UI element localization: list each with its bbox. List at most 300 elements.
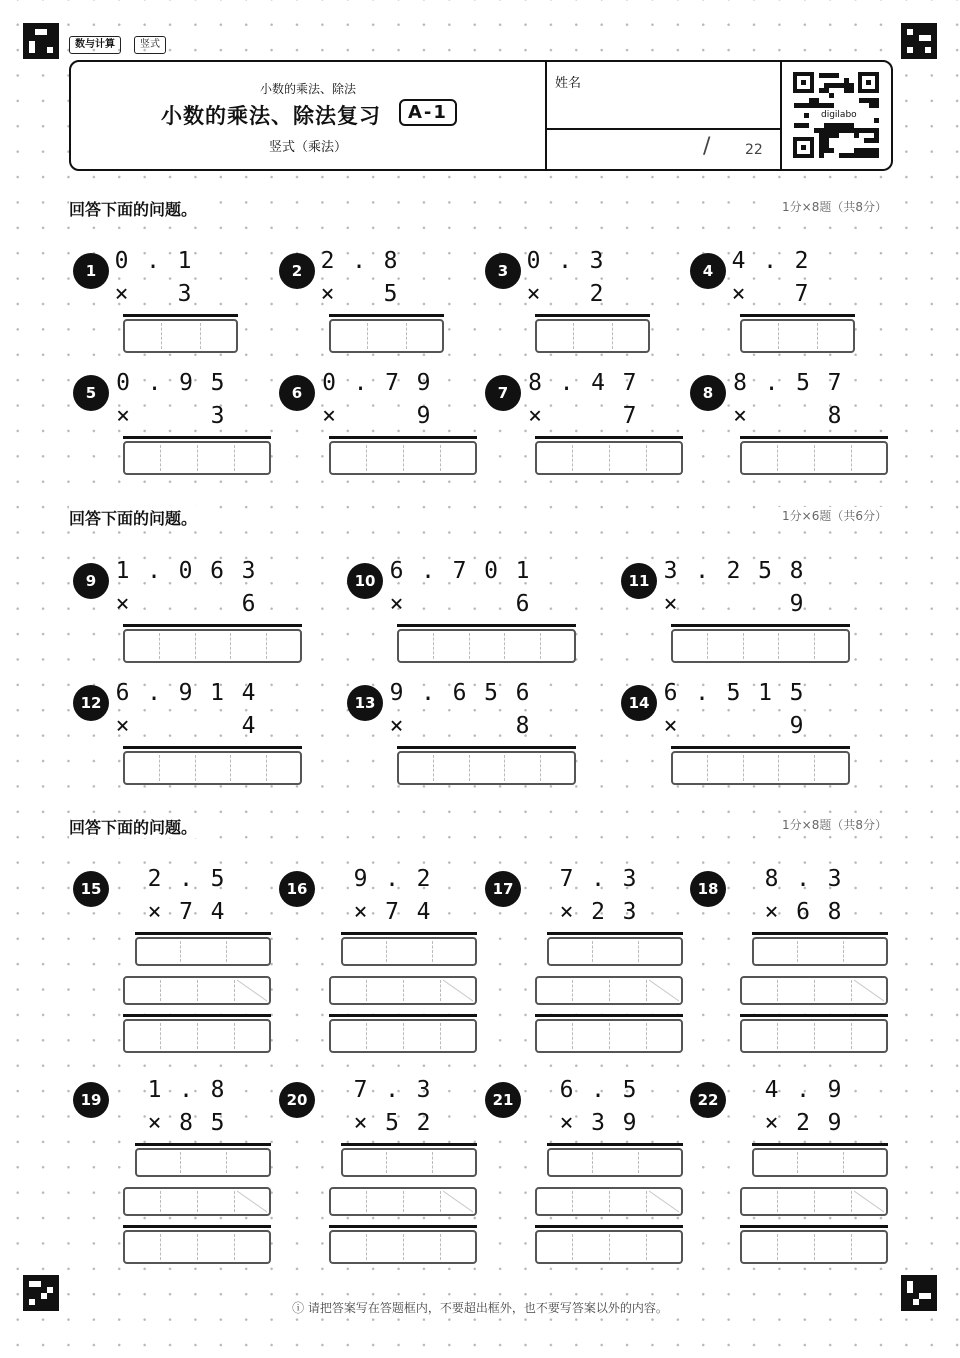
partial-box[interactable]: [752, 937, 889, 966]
times-symbol: ×: [320, 281, 335, 307]
times-symbol: ×: [115, 591, 130, 617]
digit: 4: [210, 899, 225, 925]
cell-divider: [777, 1023, 778, 1049]
digit: 8: [827, 899, 842, 925]
decimal-point: .: [559, 370, 574, 396]
cell-divider: [159, 633, 160, 659]
cell-divider: [592, 941, 593, 962]
times-symbol: ×: [663, 713, 678, 739]
digit: 8: [528, 370, 542, 396]
cell-divider: [646, 1191, 647, 1212]
partial-box[interactable]: [341, 1148, 478, 1177]
cell-divider: [504, 755, 505, 781]
carry-slash: [854, 1190, 884, 1213]
digit: 0: [484, 558, 498, 584]
digit: 9: [389, 680, 404, 706]
digit: 2: [796, 1110, 810, 1136]
corner-marker-top-right: [901, 23, 937, 59]
digit: 4: [764, 1077, 779, 1103]
digit: 6: [663, 680, 678, 706]
digit: 6: [115, 680, 130, 706]
digit: 0: [526, 248, 541, 274]
cell-divider: [440, 1234, 441, 1260]
digit: 4: [416, 899, 431, 925]
problem-number: 3: [485, 253, 521, 289]
cell-divider: [777, 1191, 778, 1212]
digit: 8: [733, 370, 747, 396]
answer-rule: [535, 314, 650, 317]
partial-box[interactable]: [135, 937, 272, 966]
decimal-point: .: [179, 866, 193, 892]
digit: 5: [210, 1110, 225, 1136]
cell-divider: [843, 1152, 844, 1173]
answer-rule: [123, 1225, 271, 1228]
digit: 7: [622, 403, 637, 429]
cell-divider: [432, 941, 433, 962]
cell-divider: [159, 755, 160, 781]
cell-divider: [612, 323, 613, 349]
cell-divider: [200, 323, 201, 349]
answer-rule: [123, 1014, 271, 1017]
cell-divider: [403, 1234, 404, 1260]
cell-divider: [814, 755, 815, 781]
times-symbol: ×: [764, 899, 779, 925]
decimal-point: .: [796, 866, 810, 892]
times-symbol: ×: [147, 1110, 162, 1136]
cell-divider: [234, 1234, 235, 1260]
cell-divider: [609, 1023, 610, 1049]
cell-divider: [707, 755, 708, 781]
answer-box[interactable]: [740, 1230, 888, 1264]
cell-divider: [851, 445, 852, 471]
cell-divider: [197, 445, 198, 471]
cell-divider: [230, 755, 231, 781]
cell-divider: [366, 445, 367, 471]
cell-divider: [160, 1234, 161, 1260]
cell-divider: [197, 980, 198, 1001]
times-symbol: ×: [389, 713, 404, 739]
decimal-point: .: [695, 680, 709, 706]
answer-rule: [329, 436, 477, 439]
cell-divider: [195, 633, 196, 659]
answer-box[interactable]: [535, 1230, 683, 1264]
answer-box[interactable]: [123, 319, 238, 353]
cell-divider: [386, 941, 387, 962]
digit: 2: [147, 866, 162, 892]
cell-divider: [540, 633, 541, 659]
answer-box[interactable]: [535, 1019, 683, 1053]
answer-box[interactable]: [123, 751, 302, 785]
cell-divider: [609, 980, 610, 1001]
digit: 6: [452, 680, 467, 706]
cell-divider: [160, 1191, 161, 1212]
cell-divider: [266, 755, 267, 781]
digit: 8: [515, 713, 530, 739]
qr-code: [793, 72, 879, 158]
cell-divider: [778, 755, 779, 781]
times-symbol: ×: [389, 591, 404, 617]
decimal-point: .: [796, 1077, 810, 1103]
decimal-point: .: [764, 370, 779, 396]
digit: 2: [591, 899, 605, 925]
cell-divider: [433, 633, 434, 659]
digit: 0: [116, 370, 130, 396]
section-2-score: 1分×6题（共6分）: [778, 507, 887, 524]
answer-rule: [341, 932, 478, 935]
cell-divider: [432, 1152, 433, 1173]
answer-box[interactable]: [123, 441, 271, 475]
answer-rule: [123, 624, 302, 627]
cell-divider: [366, 1234, 367, 1260]
answer-box[interactable]: [329, 319, 444, 353]
partial-box[interactable]: [329, 1187, 477, 1216]
answer-rule: [752, 932, 889, 935]
answer-box[interactable]: [123, 629, 302, 663]
digit: 3: [622, 899, 637, 925]
cell-divider: [197, 1191, 198, 1212]
digit: 3: [622, 866, 637, 892]
times-symbol: ×: [764, 1110, 779, 1136]
partial-box[interactable]: [341, 937, 478, 966]
cell-divider: [266, 633, 267, 659]
digit: 9: [416, 370, 431, 396]
answer-box[interactable]: [671, 751, 850, 785]
digit: 2: [320, 248, 335, 274]
answer-rule: [535, 1014, 683, 1017]
answer-box[interactable]: [123, 1230, 271, 1264]
cell-divider: [504, 633, 505, 659]
digit: 1: [515, 558, 530, 584]
tag-category: 数与计算: [69, 36, 121, 54]
cell-divider: [440, 445, 441, 471]
cell-divider: [778, 323, 779, 349]
qr-label: digilabo: [821, 110, 857, 120]
section-2-title: 回答下面的问题。: [69, 506, 201, 529]
answer-rule: [740, 436, 888, 439]
answer-box[interactable]: [740, 319, 855, 353]
footer-note: ⓘ 请把答案写在答题框内，不要超出框外，也不要写答案以外的内容。: [292, 1301, 668, 1315]
cell-divider: [366, 1191, 367, 1212]
times-symbol: ×: [353, 899, 368, 925]
answer-rule: [752, 1143, 889, 1146]
problem-number: 5: [73, 375, 109, 411]
partial-box[interactable]: [752, 1148, 889, 1177]
cell-divider: [814, 1023, 815, 1049]
cell-divider: [440, 980, 441, 1001]
digit: 5: [796, 370, 810, 396]
digit: 9: [789, 713, 804, 739]
cell-divider: [572, 445, 573, 471]
digit: 6: [241, 591, 256, 617]
answer-rule: [535, 1225, 683, 1228]
digit: 9: [353, 866, 368, 892]
times-symbol: ×: [353, 1110, 368, 1136]
problem-number: 20: [279, 1082, 315, 1118]
answer-box[interactable]: [671, 629, 850, 663]
cell-divider: [234, 1023, 235, 1049]
cell-divider: [707, 633, 708, 659]
answer-box[interactable]: [740, 1019, 888, 1053]
digit: 0: [178, 558, 193, 584]
cell-divider: [197, 1234, 198, 1260]
digit: 8: [789, 558, 804, 584]
digit: 3: [416, 1077, 431, 1103]
header-divider: [545, 62, 547, 169]
digit: 6: [515, 680, 530, 706]
header-title: 小数的乘法、除法复习: [161, 104, 381, 128]
header-divider: [780, 62, 782, 169]
cell-divider: [797, 1152, 798, 1173]
cell-divider: [161, 323, 162, 349]
cell-divider: [609, 1191, 610, 1212]
digit: 2: [794, 248, 809, 274]
digit: 5: [383, 281, 398, 307]
digit: 6: [389, 558, 404, 584]
partial-box[interactable]: [535, 1187, 683, 1216]
cell-divider: [366, 1023, 367, 1049]
digit: 4: [731, 248, 746, 274]
times-symbol: ×: [663, 591, 678, 617]
digit: 5: [726, 680, 741, 706]
answer-rule: [397, 624, 576, 627]
digit: 7: [385, 899, 399, 925]
cell-divider: [851, 1023, 852, 1049]
cell-divider: [572, 980, 573, 1001]
decimal-point: .: [695, 558, 709, 584]
cell-divider: [814, 980, 815, 1001]
digit: 5: [758, 558, 772, 584]
digit: 2: [726, 558, 741, 584]
answer-box[interactable]: [123, 1019, 271, 1053]
times-symbol: ×: [115, 713, 130, 739]
cell-divider: [573, 323, 574, 349]
cell-divider: [646, 1234, 647, 1260]
digit: 8: [383, 248, 398, 274]
cell-divider: [778, 633, 779, 659]
cell-divider: [540, 755, 541, 781]
digit: 3: [589, 248, 604, 274]
digit: 7: [827, 370, 842, 396]
digit: 9: [622, 1110, 637, 1136]
digit: 5: [210, 866, 225, 892]
digit: 2: [416, 866, 431, 892]
digit: 8: [179, 1110, 193, 1136]
decimal-point: .: [421, 558, 435, 584]
answer-box[interactable]: [329, 1230, 477, 1264]
cell-divider: [646, 445, 647, 471]
times-symbol: ×: [733, 403, 747, 429]
carry-slash: [443, 1190, 473, 1213]
answer-rule: [341, 1143, 478, 1146]
cell-divider: [226, 941, 227, 962]
cell-divider: [469, 633, 470, 659]
problem-number: 9: [73, 563, 109, 599]
digit: 5: [385, 1110, 399, 1136]
answer-box[interactable]: [740, 441, 888, 475]
digit: 1: [210, 680, 224, 706]
decimal-point: .: [352, 248, 366, 274]
cell-divider: [646, 1023, 647, 1049]
partial-box[interactable]: [123, 1187, 271, 1216]
partial-box[interactable]: [135, 1148, 272, 1177]
decimal-point: .: [558, 248, 572, 274]
digit: 2: [416, 1110, 431, 1136]
cell-divider: [638, 1152, 639, 1173]
digit: 9: [178, 680, 193, 706]
cell-divider: [230, 633, 231, 659]
cell-divider: [403, 1191, 404, 1212]
cell-divider: [234, 1191, 235, 1212]
cell-divider: [160, 445, 161, 471]
digit: 6: [796, 899, 810, 925]
answer-box[interactable]: [535, 319, 650, 353]
digit: 5: [484, 680, 498, 706]
times-symbol: ×: [526, 281, 541, 307]
decimal-point: .: [591, 866, 605, 892]
digit: 7: [452, 558, 467, 584]
digit: 7: [622, 370, 637, 396]
problem-number: 12: [73, 685, 109, 721]
digit: 1: [147, 1077, 162, 1103]
answer-box[interactable]: [397, 751, 576, 785]
cell-divider: [609, 1234, 610, 1260]
cell-divider: [367, 323, 368, 349]
cell-divider: [592, 1152, 593, 1173]
section-1-title: 回答下面的问题。: [69, 197, 201, 220]
cell-divider: [366, 980, 367, 1001]
cell-divider: [197, 1023, 198, 1049]
cell-divider: [440, 1191, 441, 1212]
header-code: A-1: [399, 99, 457, 126]
times-symbol: ×: [147, 899, 162, 925]
cell-divider: [180, 941, 181, 962]
cell-divider: [777, 980, 778, 1001]
corner-marker-top-left: [23, 23, 59, 59]
digit: 6: [559, 1077, 574, 1103]
problem-number: 15: [73, 871, 109, 907]
decimal-point: .: [147, 370, 162, 396]
digit: 7: [794, 281, 809, 307]
times-symbol: ×: [528, 403, 542, 429]
problem-number: 18: [690, 871, 726, 907]
digit: 3: [241, 558, 256, 584]
answer-rule: [740, 314, 855, 317]
cell-divider: [433, 755, 434, 781]
problem-number: 13: [347, 685, 383, 721]
cell-divider: [160, 1023, 161, 1049]
partial-box[interactable]: [547, 937, 684, 966]
digit: 5: [210, 370, 225, 396]
answer-box[interactable]: [535, 441, 683, 475]
cell-divider: [234, 980, 235, 1001]
cell-divider: [817, 323, 818, 349]
digit: 7: [179, 899, 193, 925]
answer-rule: [329, 1225, 477, 1228]
answer-rule: [135, 1143, 272, 1146]
digit: 0: [322, 370, 336, 396]
worksheet-header: [69, 60, 893, 171]
partial-box[interactable]: [329, 976, 477, 1005]
problem-number: 4: [690, 253, 726, 289]
score-slash: /: [703, 134, 711, 159]
cell-divider: [851, 1234, 852, 1260]
partial-box[interactable]: [535, 976, 683, 1005]
problem-number: 22: [690, 1082, 726, 1118]
digit: 2: [589, 281, 604, 307]
answer-rule: [123, 436, 271, 439]
cell-divider: [814, 1234, 815, 1260]
answer-rule: [740, 1014, 888, 1017]
digit: 4: [591, 370, 605, 396]
partial-box[interactable]: [547, 1148, 684, 1177]
problem-number: 6: [279, 375, 315, 411]
cell-divider: [777, 1234, 778, 1260]
cell-divider: [440, 1023, 441, 1049]
cell-divider: [469, 755, 470, 781]
cell-divider: [851, 1191, 852, 1212]
name-label: 姓名: [555, 76, 582, 91]
answer-rule: [671, 746, 850, 749]
partial-box[interactable]: [740, 1187, 888, 1216]
answer-rule: [329, 314, 444, 317]
decimal-point: .: [385, 866, 399, 892]
digit: 3: [210, 403, 225, 429]
digit: 5: [789, 680, 804, 706]
partial-box[interactable]: [123, 976, 271, 1005]
score-total: 22: [745, 142, 763, 158]
answer-rule: [535, 436, 683, 439]
cell-divider: [180, 1152, 181, 1173]
carry-slash: [854, 979, 884, 1002]
problem-number: 19: [73, 1082, 109, 1118]
cell-divider: [843, 941, 844, 962]
cell-divider: [646, 980, 647, 1001]
carry-slash: [649, 979, 679, 1002]
cell-divider: [403, 980, 404, 1001]
problem-number: 10: [347, 563, 383, 599]
digit: 3: [827, 866, 842, 892]
answer-box[interactable]: [329, 441, 477, 475]
cell-divider: [572, 1234, 573, 1260]
digit: 8: [827, 403, 842, 429]
decimal-point: .: [353, 370, 368, 396]
carry-slash: [237, 979, 267, 1002]
problem-number: 8: [690, 375, 726, 411]
digit: 6: [515, 591, 530, 617]
answer-box[interactable]: [329, 1019, 477, 1053]
decimal-point: .: [421, 680, 435, 706]
cell-divider: [403, 1023, 404, 1049]
cell-divider: [797, 941, 798, 962]
times-symbol: ×: [116, 403, 130, 429]
digit: 7: [385, 370, 399, 396]
cell-divider: [851, 980, 852, 1001]
problem-number: 16: [279, 871, 315, 907]
digit: 7: [559, 866, 574, 892]
partial-box[interactable]: [740, 976, 888, 1005]
cell-divider: [406, 323, 407, 349]
digit: 9: [827, 1110, 842, 1136]
header-type: 竖式（乘法）: [268, 140, 347, 155]
decimal-point: .: [146, 248, 160, 274]
cell-divider: [234, 445, 235, 471]
cell-divider: [195, 755, 196, 781]
problem-number: 14: [621, 685, 657, 721]
problem-number: 2: [279, 253, 315, 289]
tag-type: 竖式: [134, 36, 166, 54]
answer-box[interactable]: [397, 629, 576, 663]
section-1-score: 1分×8题（共8分）: [778, 198, 887, 215]
